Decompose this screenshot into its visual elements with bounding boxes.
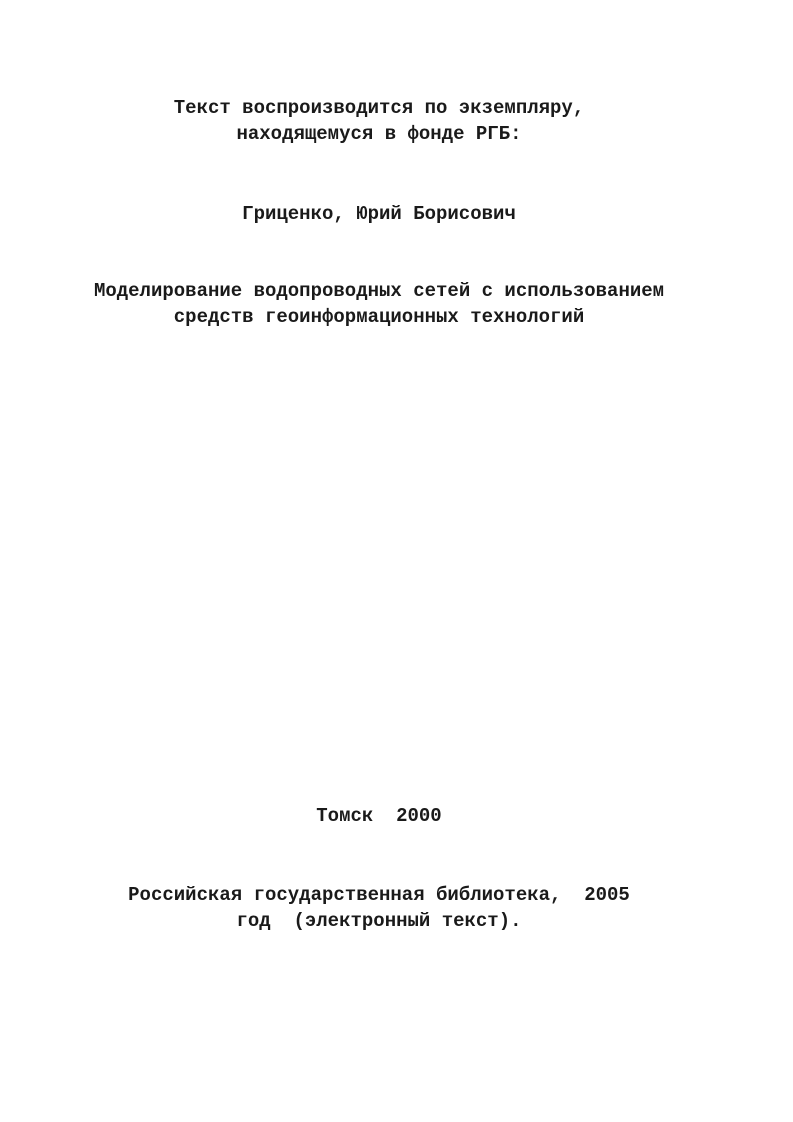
source-notice-line-2: находящемуся в фонде РГБ:	[236, 123, 522, 145]
place-and-year	[0, 803, 758, 829]
source-notice	[0, 95, 758, 147]
place-and-year-text: Томск 2000	[316, 805, 442, 827]
library-footer-line-1: Российская государственная библиотека, 2005	[128, 884, 630, 906]
source-notice-line-1: Текст воспроизводится по экземпляру,	[173, 97, 585, 119]
library-footer-line-2: год (электронный текст).	[236, 910, 522, 932]
document-title-line-1: Моделирование водопроводных сетей с использованием	[93, 280, 665, 302]
document-title-line-2: средств геоинформационных технологий	[173, 306, 585, 328]
library-footer	[0, 882, 758, 934]
author-name	[0, 201, 758, 227]
author-name-text: Гриценко, Юрий Борисович	[242, 203, 516, 225]
document-title	[0, 278, 758, 330]
